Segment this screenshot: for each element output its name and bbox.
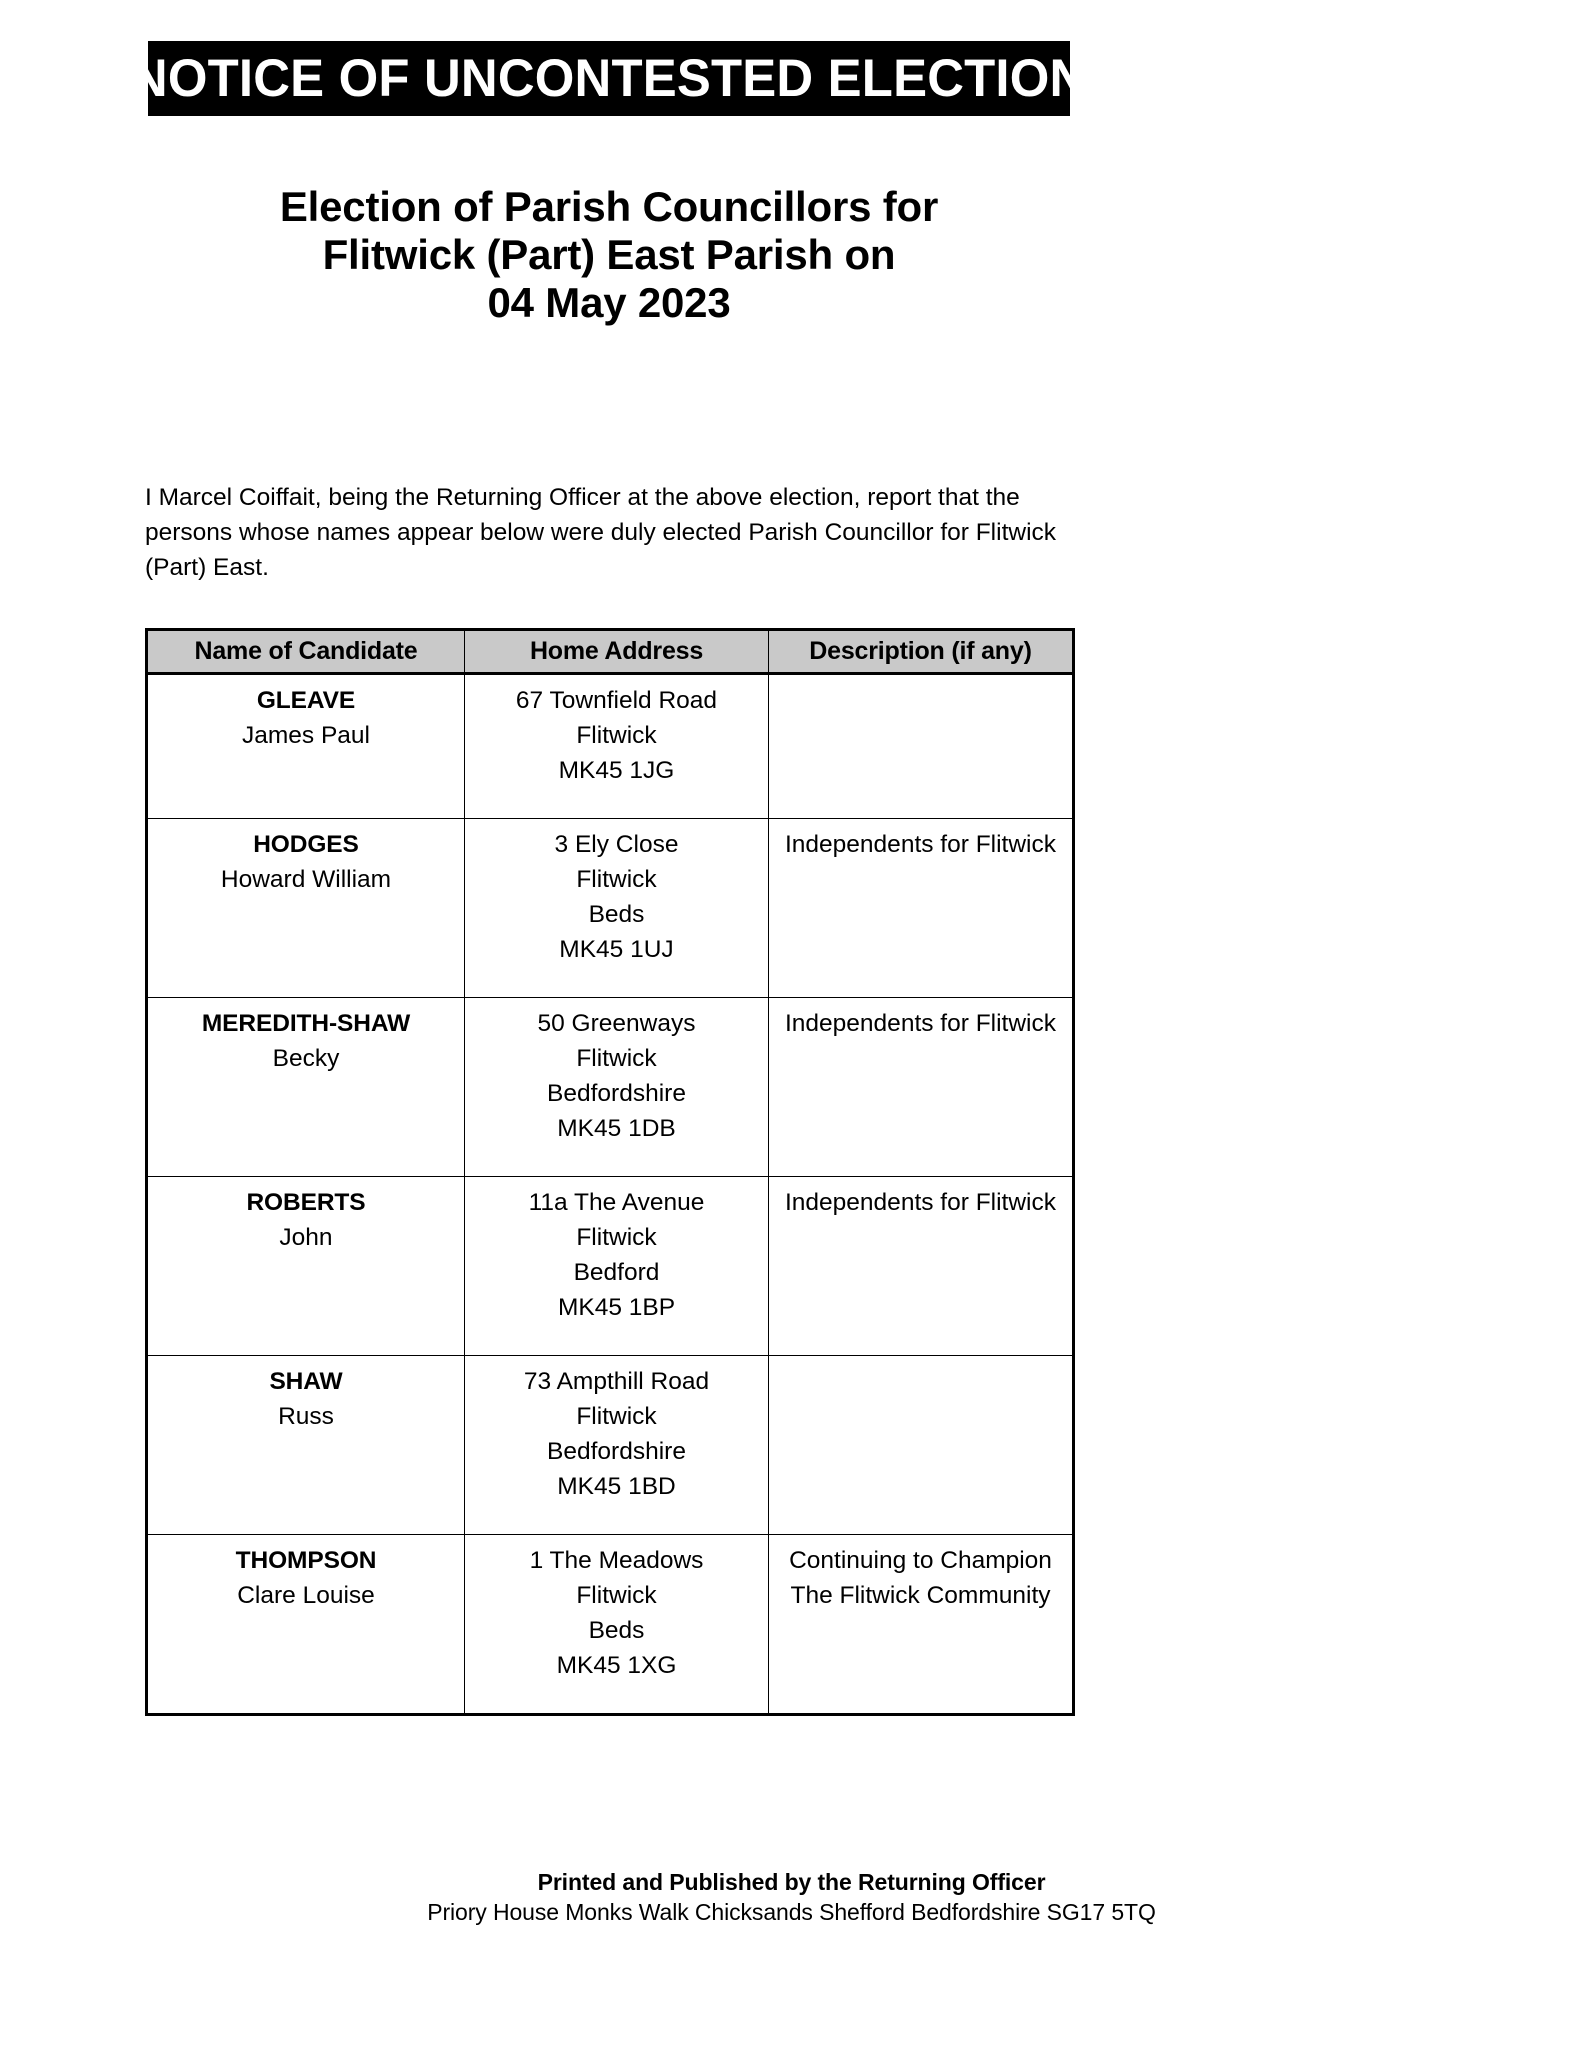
candidate-description-cell: [769, 819, 1074, 998]
candidate-address-cell: [465, 819, 769, 998]
table-row: [147, 819, 1074, 998]
candidate-surname: ROBERTS: [246, 1189, 366, 1216]
address-line: MK45 1DB: [557, 1115, 676, 1142]
column-header-description: Description (if any): [769, 630, 1074, 674]
description-line: The Flitwick Community: [790, 1582, 1051, 1609]
candidate-description-cell: [769, 674, 1074, 819]
address-line: Flitwick: [576, 1582, 657, 1609]
candidate-forename: Howard William: [220, 866, 392, 893]
candidate-surname: HODGES: [253, 831, 359, 858]
candidate-surname: MEREDITH-SHAW: [201, 1010, 411, 1037]
candidate-name-cell: [147, 1177, 465, 1356]
candidate-surname: GLEAVE: [256, 687, 356, 714]
address-line: 50 Greenways: [537, 1010, 696, 1037]
candidate-description-cell: [769, 1356, 1074, 1535]
candidate-address-cell: [465, 1356, 769, 1535]
description-line: Continuing to Champion: [789, 1547, 1052, 1574]
address-line: 1 The Meadows: [529, 1547, 704, 1574]
notice-banner: [131, 41, 1087, 116]
candidate-address-cell: [465, 998, 769, 1177]
notice-banner-title: NOTICE OF UNCONTESTED ELECTION: [131, 49, 1087, 108]
table-row: [147, 998, 1074, 1177]
candidate-name-cell: [147, 1535, 465, 1715]
returning-officer-statement: [145, 480, 1072, 585]
table-row: [147, 1535, 1074, 1715]
footer-publisher-line: Printed and Published by the Returning Officer: [537, 1869, 1046, 1895]
table-row: [147, 1177, 1074, 1356]
address-line: MK45 1BP: [557, 1294, 676, 1321]
candidate-name-cell: [147, 819, 465, 998]
footer: [0, 1867, 1583, 1928]
candidate-name-cell: [147, 674, 465, 819]
description-line: Independents for Flitwick: [785, 1010, 1056, 1037]
address-line: Beds: [588, 1617, 645, 1644]
address-line: Bedford: [573, 1259, 660, 1286]
candidate-forename: Clare Louise: [237, 1582, 375, 1609]
column-header-name: Name of Candidate: [147, 630, 465, 674]
candidate-description-cell: [769, 1535, 1074, 1715]
address-line: Flitwick: [576, 866, 657, 893]
address-line: MK45 1BD: [557, 1473, 676, 1500]
address-line: Flitwick: [576, 1224, 657, 1251]
candidate-name-cell: [147, 1356, 465, 1535]
address-line: 3 Ely Close: [554, 831, 679, 858]
candidate-forename: Russ: [278, 1403, 334, 1430]
table-header-row: [147, 630, 1074, 674]
page-title-line-1: Election of Parish Councillors for: [279, 183, 939, 230]
table-header: [147, 630, 1074, 674]
page-title: [148, 183, 1070, 327]
address-line: Flitwick: [576, 1045, 657, 1072]
column-header-address: Home Address: [465, 630, 769, 674]
footer-address-line: Priory House Monks Walk Chicksands Shefford Bedfordshire SG17 5TQ: [427, 1899, 1156, 1925]
description-line: Independents for Flitwick: [785, 831, 1056, 858]
address-line: Bedfordshire: [547, 1438, 686, 1465]
candidate-forename: Becky: [272, 1045, 340, 1072]
candidate-description-cell: [769, 1177, 1074, 1356]
candidate-surname: SHAW: [269, 1368, 343, 1395]
table-body: [147, 674, 1074, 1715]
candidate-surname: THOMPSON: [235, 1547, 377, 1574]
address-line: MK45 1XG: [556, 1652, 677, 1679]
candidate-address-cell: [465, 1535, 769, 1715]
elected-candidates-table-wrapper: [145, 628, 1072, 1716]
statement-line-2: persons whose names appear below were duly elected Parish Councillor for Flitwick: [145, 519, 1057, 546]
elected-candidates-table: [145, 628, 1075, 1716]
candidate-forename: James Paul: [241, 722, 370, 749]
candidate-address-cell: [465, 1177, 769, 1356]
candidate-forename: John: [279, 1224, 333, 1251]
address-line: 11a The Avenue: [528, 1189, 705, 1216]
address-line: 73 Ampthill Road: [523, 1368, 710, 1395]
candidate-address-cell: [465, 674, 769, 819]
table-row: [147, 1356, 1074, 1535]
address-line: 67 Townfield Road: [515, 687, 718, 714]
description-line: Independents for Flitwick: [785, 1189, 1056, 1216]
candidate-name-cell: [147, 998, 465, 1177]
table-row: [147, 674, 1074, 819]
address-line: Bedfordshire: [547, 1080, 686, 1107]
address-line: Flitwick: [576, 722, 657, 749]
statement-line-3: (Part) East.: [145, 554, 269, 581]
statement-line-1: I Marcel Coiffait, being the Returning Officer at the above election, report that the: [145, 484, 1020, 511]
address-line: Flitwick: [576, 1403, 657, 1430]
address-line: Beds: [588, 901, 645, 928]
address-line: MK45 1JG: [558, 757, 675, 784]
page-title-line-2: Flitwick (Part) East Parish on: [322, 231, 896, 278]
address-line: MK45 1UJ: [559, 936, 674, 963]
candidate-description-cell: [769, 998, 1074, 1177]
page-title-line-3: 04 May 2023: [487, 279, 731, 326]
